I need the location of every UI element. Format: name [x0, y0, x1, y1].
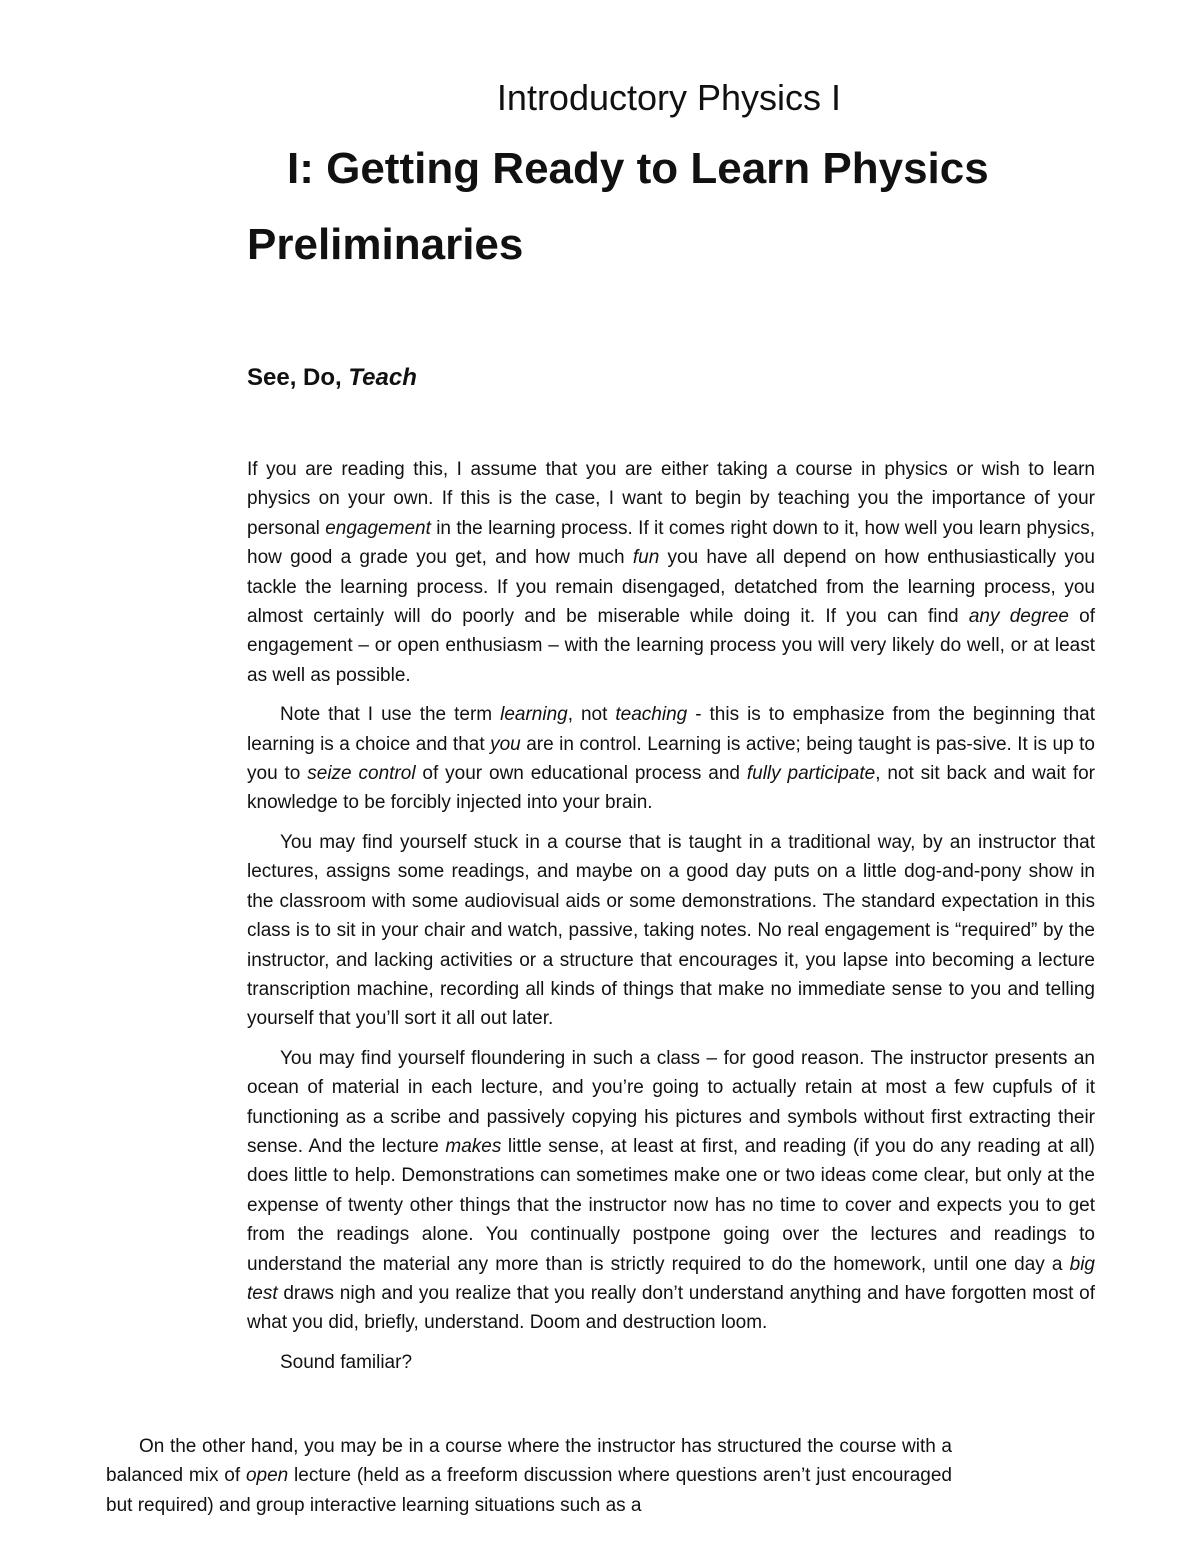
paragraph-3: You may find yourself stuck in a course that is taught in a traditional way, by an instructor that lectures, assigns some readings, and maybe on a good day puts on a little dog-and-pony show in the classroom with some audiovisual aids or some demonstrations. The standard expectation in this class is to sit in your chair and watch, passive, taking notes. No real engagement is “required” by the instructor, and lacking activities or a structure that encourages it, you lapse into becoming a lecture transcription machine, recording all kinds of things that make no immediate sense to you and telling yourself that you’ll sort it all out later.: [247, 831, 1095, 1030]
book-title: Introductory Physics I: [496, 77, 842, 118]
paragraph-6: [106, 1432, 952, 1520]
emphasis-text: any degree: [968, 606, 1069, 628]
chapter-title: I: Getting Ready to Learn Physics: [287, 144, 989, 193]
paragraph-text: are in control. Learning is active; being taught is pas-sive. It is up to you to: [247, 733, 1095, 785]
paragraph-4: [247, 1044, 1095, 1338]
subsection-title-plain: See, Do,: [247, 364, 349, 391]
paragraph-text: Note that I use the term: [280, 704, 501, 726]
paragraph-text: little sense, at least at first, and reading (if you do any reading at all) does little to help. Demonstrations can sometimes make one or two ideas come clear, but only at the expense of twenty other things that the instructor now has no time to cover and expects you to get from the readings alone. You continually postpone going over the lectures and readings to understand the material any more than is strictly required to do the homework, until one day a: [247, 1135, 1095, 1275]
paragraph-2: [247, 700, 1095, 818]
paragraph-text: , not: [567, 704, 616, 726]
paragraph-5: Sound familiar?: [280, 1351, 413, 1373]
emphasis-text: seize control: [307, 763, 416, 785]
emphasis-text: engagement: [325, 517, 431, 539]
paragraph-text: in the learning process. If it comes right down to it, how well you learn physics, how good a grade you get, and how much: [247, 517, 1095, 569]
emphasis-text: fun: [632, 547, 660, 569]
section-title: Preliminaries: [247, 220, 524, 269]
paragraph-text: of engagement – or open enthusiasm – with the learning process you will very likely do well, or at least as well as possible.: [247, 606, 1095, 686]
paragraph-text: - this is to emphasize from the beginning that learning is a choice and that: [247, 704, 1095, 755]
paragraph-text: you have all depend on how enthusiastically you tackle the learning process. If you remain disengaged, detatched from the learning process, you almost certainly will do poorly and be miserable while doing it. If you can find: [247, 547, 1095, 628]
paragraph-text: of your own educational process and: [415, 763, 747, 785]
paragraph-text: You may find yourself floundering in such a class – for good reason. The instructor presents an ocean of material in each lecture, and you’re going to actually retain at most a few cupfuls of it functioning as a scribe and passively copying his pictures and symbols without first extracting their sense. And the lecture: [247, 1047, 1095, 1157]
body-text-continued: [106, 1432, 952, 1520]
emphasis-text: fully participate: [746, 763, 876, 785]
paragraph-text: draws nigh and you realize that you really don’t understand anything and have forgotten most of what you did, briefly, understand. Doom and destruction loom.: [247, 1282, 1095, 1334]
paragraph-text: On the other hand, you may be in a course where the instructor has structured the course with a balanced mix of: [106, 1436, 952, 1487]
subsection-title-emphasis: Teach: [348, 364, 417, 391]
emphasis-text: big test: [247, 1253, 1095, 1304]
emphasis-text: open: [245, 1465, 289, 1487]
paragraph-text: , not sit back and wait for knowledge to be forcibly injected into your brain.: [247, 763, 1095, 814]
emphasis-text: you: [490, 733, 521, 755]
subsection-title: [247, 362, 417, 394]
body-text: [247, 455, 1095, 1383]
emphasis-text: teaching: [615, 704, 688, 726]
emphasis-text: learning: [500, 704, 568, 726]
paragraph-text: If you are reading this, I assume that you are either taking a course in physics or wish to learn physics on your own. If this is the case, I want to begin by teaching you the importance of your personal: [247, 459, 1095, 539]
emphasis-text: makes: [445, 1135, 502, 1157]
paragraph-text: lecture (held as a freeform discussion where questions aren’t just encouraged but required) and group interactive learning situations such as a: [106, 1465, 952, 1516]
paragraph-1: [247, 455, 1095, 690]
